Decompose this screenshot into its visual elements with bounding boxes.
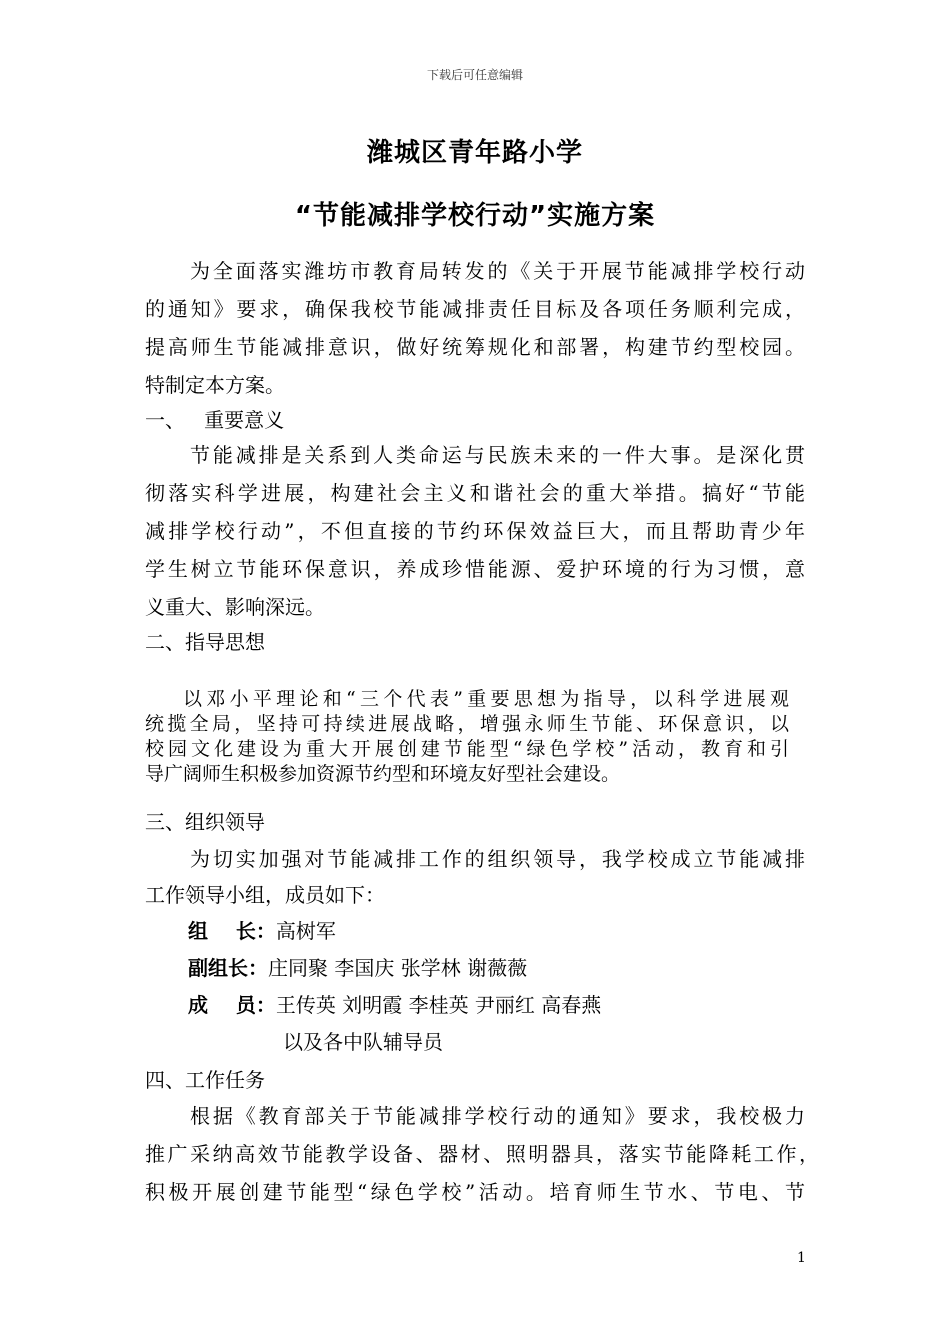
section4-line-2: 推广采纳高效节能教学设备、器材、照明器具，落实节能降耗工作， bbox=[145, 1142, 819, 1166]
leader-label: 组 长： bbox=[188, 919, 276, 943]
deputy-label: 副组长： bbox=[188, 956, 268, 980]
intro-line-1: 为全面落实潍坊市教育局转发的《关于开展节能减排学校行动 bbox=[190, 259, 805, 283]
member-label: 成 员： bbox=[188, 993, 276, 1017]
leader-names: 高树军 bbox=[275, 919, 336, 943]
section1-line-4: 学生树立节能环保意识，养成珍惜能源、爱护环境的行为习惯，意 bbox=[145, 557, 805, 581]
section2-line-4: 导广阔师生积极参加资源节约型和环境友好型社会建设。 bbox=[145, 763, 621, 785]
intro-line-2: 的通知》要求，确保我校节能减排责任目标及各项任务顺利完成， bbox=[145, 297, 805, 321]
section1-line-1: 节能减排是关系到人类命运与民族未来的一件大事。是深化贯 bbox=[190, 443, 805, 467]
section4-line-3: 积极开展创建节能型“绿色学校”活动。培育师生节水、节电、节 bbox=[145, 1180, 805, 1204]
deputy-row bbox=[188, 956, 527, 980]
section4-heading: 四、工作任务 bbox=[145, 1068, 265, 1092]
section2-line-1: 以邓小平理论和“三个代表”重要思想为指导，以科学进展观 bbox=[183, 688, 789, 710]
section4-line-1: 根据《教育部关于节能减排学校行动的通知》要求，我校极力 bbox=[190, 1104, 805, 1128]
section2-line-2: 统揽全局，坚持可持续进展战略，增强永师生节能、环保意识，以 bbox=[145, 713, 789, 735]
document-title: 潍城区青年路小学 bbox=[366, 138, 583, 168]
member-names: 王传英 刘明霞 李桂英 尹丽红 高春燕 bbox=[275, 993, 602, 1017]
section1-line-3: 减排学校行动”，不但直接的节约环保效益巨大，而且帮助青少年 bbox=[145, 519, 805, 543]
member-row bbox=[188, 993, 601, 1017]
section1-line-5: 义重大、影响深远。 bbox=[145, 595, 325, 619]
intro-line-3: 提高师生节能减排意识，做好统筹规化和部署，构建节约型校园。 bbox=[145, 335, 805, 359]
page-header-note: 下载后可任意编辑 bbox=[426, 68, 523, 82]
section3-heading: 三、组织领导 bbox=[145, 810, 265, 834]
deputy-names: 庄同聚 李国庆 张学林 谢薇薇 bbox=[268, 956, 528, 980]
section1-heading: 一、 重要意义 bbox=[145, 408, 285, 432]
intro-line-4: 特制定本方案。 bbox=[145, 373, 285, 397]
section2-line-3: 校园文化建设为重大开展创建节能型“绿色学校”活动，教育和引 bbox=[145, 738, 789, 760]
section1-line-2: 彻落实科学进展，构建社会主义和谐社会的重大举措。搞好“节能 bbox=[145, 481, 805, 505]
section3-line-2: 工作领导小组，成员如下： bbox=[145, 883, 385, 907]
page-number: 1 bbox=[797, 1250, 806, 1266]
document-subtitle: “节能减排学校行动”实施方案 bbox=[294, 201, 656, 231]
section3-line-1: 为切实加强对节能减排工作的组织领导，我学校成立节能减排 bbox=[190, 847, 805, 871]
section2-heading: 二、指导思想 bbox=[145, 630, 265, 654]
member-extra: 以及各中队辅导员 bbox=[283, 1030, 443, 1054]
leader-row bbox=[188, 919, 336, 943]
